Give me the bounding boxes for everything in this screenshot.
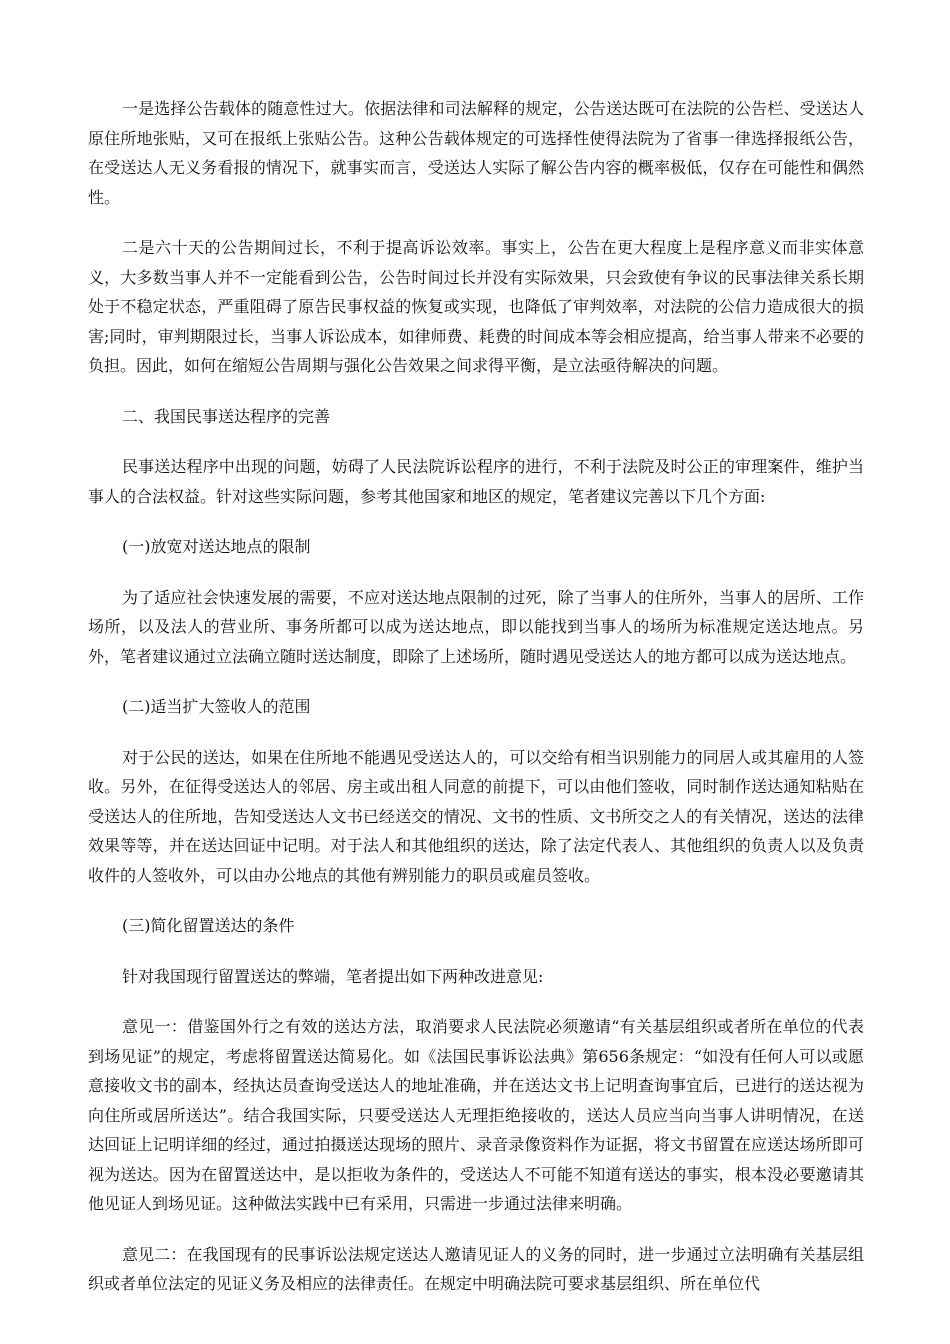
paragraph-announcement-carrier: 一是选择公告载体的随意性过大。依据法律和司法解释的规定，公告送达既可在法院的公告栏、受送达人原住所地张贴，又可在报纸上张贴公告。这种公告载体规定的可选择性使得法院为了省事一律选择报纸公告，在受送达人无义务看报的情况下，就事实而言，受送达人实际了解公告内容的概率极低，仅存在可能性和偶然性。	[88, 99, 864, 207]
paragraph-announcement-period: 二是六十天的公告期间过长，不利于提高诉讼效率。事实上，公告在更大程度上是程序意义而非实体意义，大多数当事人并不一定能看到公告，公告时间过长并没有实际效果，只会致使有争议的民事法律关系长期处于不稳定状态，严重阻碍了原告民事权益的恢复或实现，也降低了审判效率，对法院的公信力造成很大的损害;同时，审判期限过长，当事人诉讼成本，如律师费、耗费的时间成本等会相应提高，给当事人带来不必要的负担。因此，如何在缩短公告周期与强化公告效果之间求得平衡，是立法亟待解决的问题。	[88, 238, 864, 375]
subheading-signatory-scope: (二)适当扩大签收人的范围	[122, 697, 311, 716]
paragraph-lien-service-intro: 针对我国现行留置送达的弊端，笔者提出如下两种改进意见:	[122, 966, 544, 986]
subheading-lien-service: (三)简化留置送达的条件	[122, 916, 295, 935]
section-heading-improvement: 二、我国民事送达程序的完善	[122, 406, 331, 426]
paragraph-service-location: 为了适应社会快速发展的需要，不应对送达地点限制的过死，除了当事人的住所外，当事人的居所、工作场所，以及法人的营业所、事务所都可以成为送达地点，即以能找到当事人的场所为标准规定送达地点。另外，笔者建议通过立法确立随时送达制度，即除了上述场所，随时遇见受送达人的地方都可以成为送达地点。	[88, 587, 864, 666]
paragraph-opinion-two: 意见二：在我国现有的民事诉讼法规定送达人邀请见证人的义务的同时，进一步通过立法明确有关基层组织或者单位法定的见证义务及相应的法律责任。在规定中明确法院可要求基层组织、所在单位代	[88, 1244, 864, 1293]
subheading-service-location: (一)放宽对送达地点的限制	[122, 537, 311, 556]
paragraph-signatory-scope: 对于公民的送达，如果在住所地不能遇见受送达人的，可以交给有相当识别能力的同居人或其雇用的人签收。另外，在征得受送达人的邻居、房主或出租人同意的前提下，可以由他们签收，同时制作送达通知粘贴在受送达人的住所地，告知受送达人文书已经送交的情况、文书的性质、文书所交之人的有关情况，送达的法律效果等等，并在送达回证中记明。对于法人和其他组织的送达，除了法定代表人、其他组织的负责人以及负责收件的人签收外，可以由办公地点的其他有辨别能力的职员或雇员签收。	[88, 747, 864, 885]
document-body	[88, 94, 864, 1320]
paragraph-improvement-intro: 民事送达程序中出现的问题，妨碍了人民法院诉讼程序的进行，不利于法院及时公正的审理案件，维护当事人的合法权益。针对这些实际问题，参考其他国家和地区的规定，笔者建议完善以下几个方面:	[88, 457, 864, 506]
paragraph-opinion-one: 意见一：借鉴国外行之有效的送达方法，取消要求人民法院必须邀请“有关基层组织或者所在单位的代表到场见证”的规定，考虑将留置送达简易化。如《法国民事诉讼法典》第656条规定：“如没有任何人可以或愿意接收文书的副本，经执达员查询受送达人的地址准确，并在送达文书上记明查询事宜后，已进行的送达视为向住所或居所送达”。结合我国实际，只要受送达人无理拒绝接收的，送达人员应当向当事人讲明情况，在送达回证上记明详细的经过，通过拍摄送达现场的照片、录音录像资料作为证据，将文书留置在应送达场所即可视为送达。因为在留置送达中，是以拒收为条件的，受送达人不可能不知道有送达的事实，根本没必要邀请其他见证人到场见证。这种做法实践中已有采用，只需进一步通过法律来明确。	[88, 1017, 864, 1213]
